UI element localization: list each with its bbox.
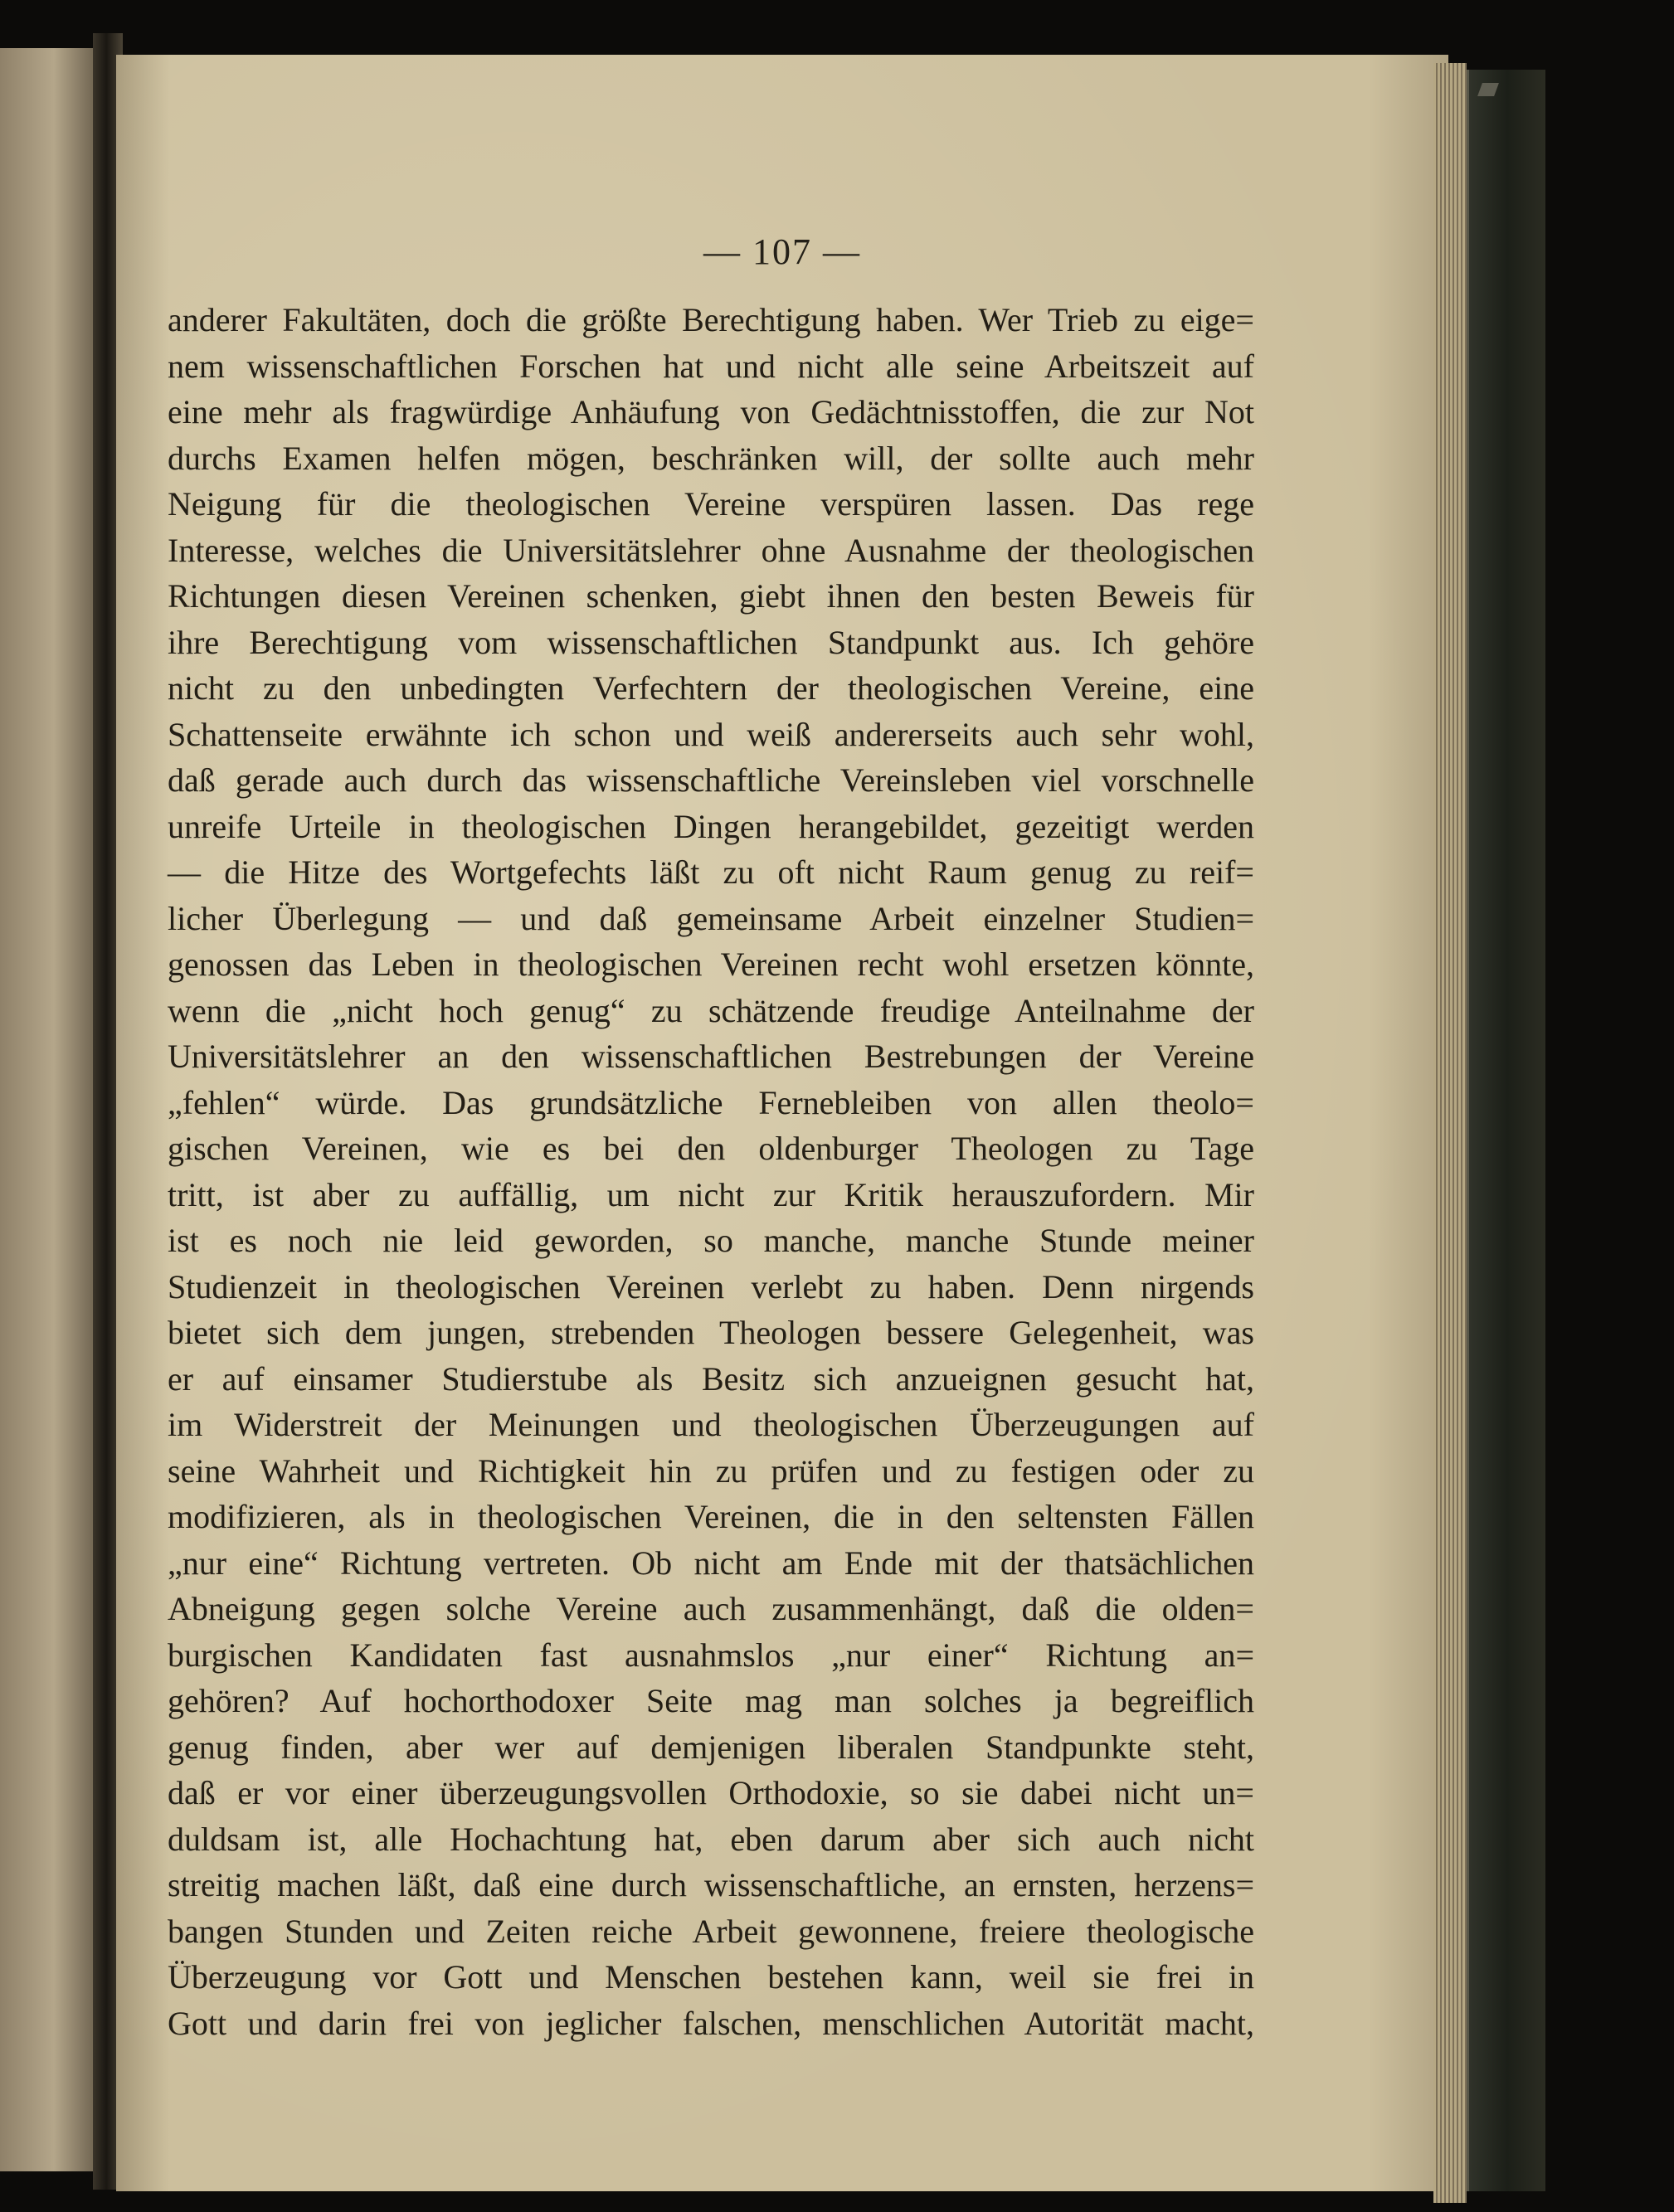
- text-line: Studienzeit in theologischen Vereinen verlebt zu haben. Denn nirgends: [168, 1267, 1254, 1305]
- text-line: Abneigung gegen solche Vereine auch zusammenhängt, daß die olden=: [168, 1590, 1254, 1627]
- book-cover-board: [1467, 70, 1545, 2191]
- text-line: ihre Berechtigung vom wissenschaftlichen Standpunkt aus. Ich gehöre: [168, 623, 1254, 661]
- text-line: daß gerade auch durch das wissenschaftliche Vereinsleben viel vorschnelle: [168, 761, 1254, 799]
- text-line: „fehlen“ würde. Das grundsätzliche Fernebleiben von allen theolo=: [168, 1083, 1254, 1121]
- page-edges: [1433, 63, 1467, 2203]
- text-line: eine mehr als fragwürdige Anhäufung von Gedächtnisstoffen, die zur Not: [168, 393, 1254, 430]
- text-line: bangen Stunden und Zeiten reiche Arbeit gewonnene, freiere theologische: [168, 1912, 1254, 1950]
- page-number: — 107 —: [703, 231, 861, 272]
- text-line: duldsam ist, alle Hochachtung hat, eben darum aber sich auch nicht: [168, 1820, 1254, 1858]
- text-line: „nur eine“ Richtung vertreten. Ob nicht am Ende mit der thatsächlichen: [168, 1544, 1254, 1582]
- text-line: wenn die „nicht hoch genug“ zu schätzende freudige Anteilnahme der: [168, 991, 1254, 1029]
- text-line: daß er vor einer überzeugungsvollen Orthodoxie, so sie dabei nicht un=: [168, 1774, 1254, 1811]
- text-line: gischen Vereinen, wie es bei den oldenburger Theologen zu Tage: [168, 1130, 1254, 1167]
- text-line: nem wissenschaftlichen Forschen hat und nicht alle seine Arbeitszeit auf: [168, 347, 1254, 385]
- text-line: Überzeugung vor Gott und Menschen bestehen kann, weil sie frei in: [168, 1958, 1254, 1996]
- text-line: er auf einsamer Studierstube als Besitz sich anzueignen gesucht hat,: [168, 1359, 1254, 1398]
- text-line: Neigung für die theologischen Vereine verspüren lassen. Das rege: [168, 485, 1254, 523]
- text-line: bietet sich dem jungen, strebenden Theologen bessere Gelegenheit, was: [168, 1314, 1254, 1351]
- text-line: genossen das Leben in theologischen Vereinen recht wohl ersetzen könnte,: [168, 946, 1254, 983]
- text-line: Universitätslehrer an den wissenschaftlichen Bestrebungen der Vereine: [168, 1038, 1254, 1075]
- text-line: Richtungen diesen Vereinen schenken, giebt ihnen den besten Beweis für: [168, 577, 1254, 615]
- text-line: burgischen Kandidaten fast ausnahmslos „nur einer“ Richtung an=: [168, 1636, 1254, 1674]
- text-line: Interesse, welches die Universitätslehrer ohne Ausnahme der theologischen: [168, 531, 1254, 569]
- text-line: streitig machen läßt, daß eine durch wissenschaftliche, an ernsten, herzens=: [168, 1866, 1254, 1903]
- body-text: [168, 297, 1254, 2046]
- left-page-edge: [0, 48, 98, 2171]
- book-page: [116, 55, 1448, 2191]
- text-line: nicht zu den unbedingten Verfechtern der theologischen Vereine, eine: [168, 669, 1254, 707]
- text-line: ist es noch nie leid geworden, so manche, manche Stunde meiner: [168, 1222, 1254, 1259]
- text-line: unreife Urteile in theologischen Dingen herangebildet, gezeitigt werden: [168, 807, 1254, 845]
- text-line: Schattenseite erwähnte ich schon und weiß andererseits auch sehr wohl,: [168, 715, 1254, 753]
- text-line: seine Wahrheit und Richtigkeit hin zu prüfen und zu festigen oder zu: [168, 1451, 1254, 1490]
- text-line: licher Überlegung — und daß gemeinsame Arbeit einzelner Studien=: [168, 899, 1254, 937]
- text-line: gehören? Auf hochorthodoxer Seite mag man solches ja begreiflich: [168, 1682, 1254, 1719]
- text-line: Gott und darin frei von jeglicher falschen, menschlichen Autorität macht,: [168, 2004, 1254, 2042]
- text-line: durchs Examen helfen mögen, beschränken will, der sollte auch mehr: [168, 439, 1254, 477]
- text-line: — die Hitze des Wortgefechts läßt zu oft nicht Raum genug zu reif=: [168, 853, 1254, 891]
- text-line: tritt, ist aber zu auffällig, um nicht zur Kritik herauszufordern. Mir: [168, 1175, 1254, 1213]
- text-line: modifizieren, als in theologischen Vereinen, die in den seltensten Fällen: [168, 1498, 1254, 1535]
- text-line: im Widerstreit der Meinungen und theologischen Überzeugungen auf: [168, 1406, 1254, 1443]
- text-line: genug finden, aber wer auf demjenigen liberalen Standpunkte steht,: [168, 1728, 1254, 1766]
- text-line: anderer Fakultäten, doch die größte Berechtigung haben. Wer Trieb zu eige=: [168, 301, 1254, 338]
